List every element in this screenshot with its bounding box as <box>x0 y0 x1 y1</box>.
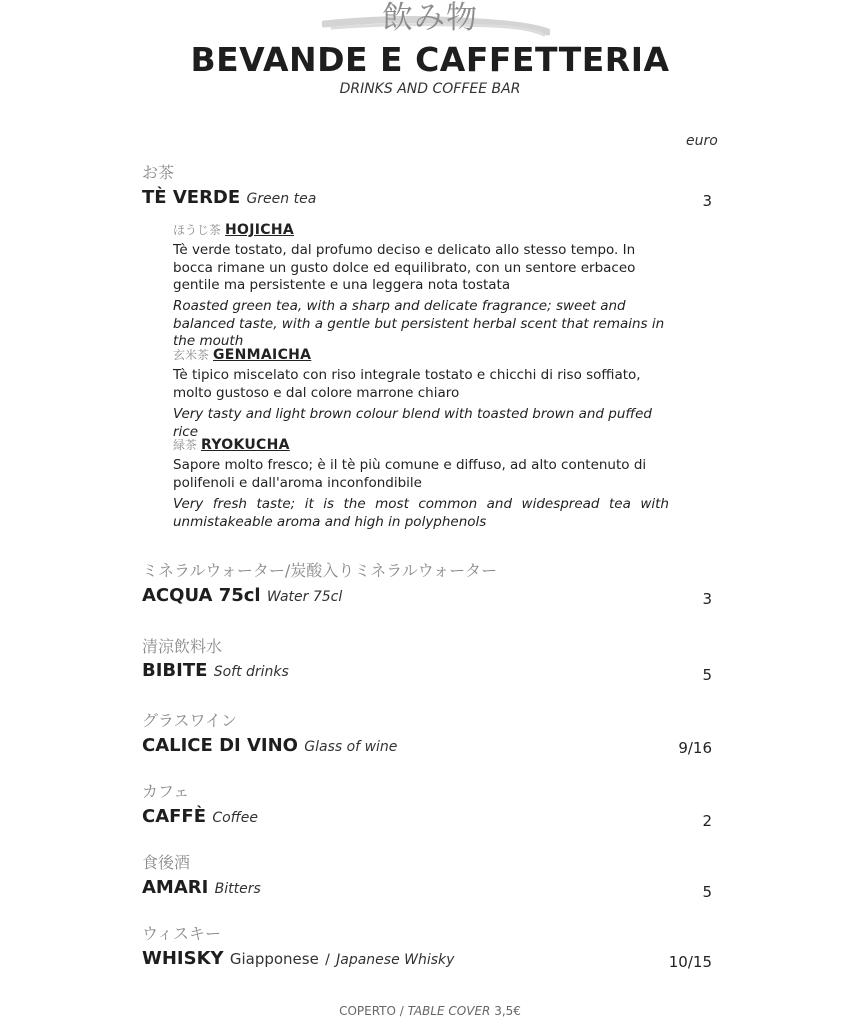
menu-item-name <box>142 877 261 900</box>
table-cover-label: COPERTO <box>339 1004 396 1018</box>
menu-item-name <box>142 585 342 608</box>
tea-variety-name: RYOKUCHA <box>201 437 290 453</box>
tea-variety-name: HOJICHA <box>225 222 294 238</box>
menu-item-name <box>142 735 397 758</box>
menu-item-name-english: Glass of wine <box>304 739 398 755</box>
menu-item-name-english: Water 75cl <box>266 589 343 605</box>
menu-item-price: 3 <box>702 590 712 608</box>
page-subtitle: DRINKS AND COFFEE BAR <box>339 81 521 97</box>
menu-item-name-italian: AMARI <box>142 877 209 898</box>
tea-variety-heading <box>173 220 294 239</box>
tea-variety-japanese: 緑茶 <box>173 438 198 452</box>
table-cover-value: 3,5€ <box>494 1004 521 1018</box>
menu-item-name-italian: CALICE DI VINO <box>142 735 298 756</box>
menu-item-name-english: Coffee <box>212 810 258 826</box>
table-cover-separator: / <box>399 1004 404 1018</box>
menu-item-name <box>142 806 258 829</box>
whisky-name-italian: Giapponese <box>229 950 319 968</box>
menu-item-name-italian: BIBITE <box>142 660 208 681</box>
tea-variety-description-italian: Tè verde tostato, dal profumo deciso e delicato allo stesso tempo. In bocca rimane un gusto dolce ed equilibrato, con un sentore erbaceo gentile ma persistente e una leggera nota tostata <box>173 242 636 293</box>
whisky-name-english: Japanese Whisky <box>336 952 455 968</box>
tea-variety-description-english: Very tasty and light brown colour blend with toasted brown and puffed rice <box>173 406 653 440</box>
currency-label: euro <box>686 133 718 149</box>
menu-item-name-italian: ACQUA 75cl <box>142 585 261 606</box>
whisky-japanese: ウィスキー <box>142 924 222 943</box>
whisky-separator: / <box>325 952 330 968</box>
tea-variety-description-italian: Tè tipico miscelato con riso integrale tostato e chicchi di riso soffiato, molto gustoso e dal colore marrone chiaro <box>173 367 641 401</box>
menu-item-japanese: カフェ <box>142 782 190 801</box>
menu-item-price: 9/16 <box>678 739 712 757</box>
menu-item-name <box>142 660 289 683</box>
tea-name-italian: TÈ VERDE <box>142 187 241 208</box>
menu-item-japanese: ミネラルウォーター/炭酸入りミネラルウォーター <box>142 561 498 580</box>
menu-item-name-english: Soft drinks <box>213 664 289 680</box>
whisky-name: WHISKY <box>142 948 224 969</box>
whisky-price: 10/15 <box>668 953 712 971</box>
tea-price: 3 <box>702 192 712 210</box>
page-title: BEVANDE E CAFFETTERIA <box>190 40 670 79</box>
tea-item-name <box>142 187 316 210</box>
menu-item-japanese: グラスワイン <box>142 711 238 730</box>
tea-variety-description-english: Very fresh taste; it is the most common and widespread tea with unmistakeable aroma and high in polyphenols <box>173 496 669 530</box>
header-title-japanese: 飲み物 <box>382 0 478 36</box>
menu-item-name-italian: CAFFÈ <box>142 806 207 827</box>
menu-item-japanese: 食後酒 <box>142 853 191 872</box>
tea-section-japanese: お茶 <box>142 163 175 182</box>
tea-variety-heading <box>173 435 290 454</box>
menu-item-price: 5 <box>702 666 712 684</box>
whisky-item-name <box>142 948 454 971</box>
tea-variety-description-italian: Sapore molto fresco; è il tè più comune e diffuso, ad alto contenuto di polifenoli e dall'aroma inconfondibile <box>173 457 647 491</box>
tea-variety-japanese: ほうじ茶 <box>173 223 222 237</box>
menu-item-price: 5 <box>702 883 712 901</box>
menu-item-japanese: 清涼飲料水 <box>142 637 223 656</box>
tea-name-english: Green tea <box>246 191 317 207</box>
tea-variety-name: GENMAICHA <box>213 347 312 363</box>
tea-variety-japanese: 玄米茶 <box>173 348 210 362</box>
menu-item-name-english: Bitters <box>214 881 261 897</box>
table-cover-label-english: TABLE COVER <box>407 1004 491 1018</box>
menu-item-price: 2 <box>702 812 712 830</box>
tea-variety-description-english: Roasted green tea, with a sharp and delicate fragrance; sweet and balanced taste, with a gentle but persistent herbal scent that remains in the mouth <box>173 298 665 349</box>
tea-variety-heading <box>173 345 311 364</box>
table-cover-footer <box>0 1004 860 1018</box>
